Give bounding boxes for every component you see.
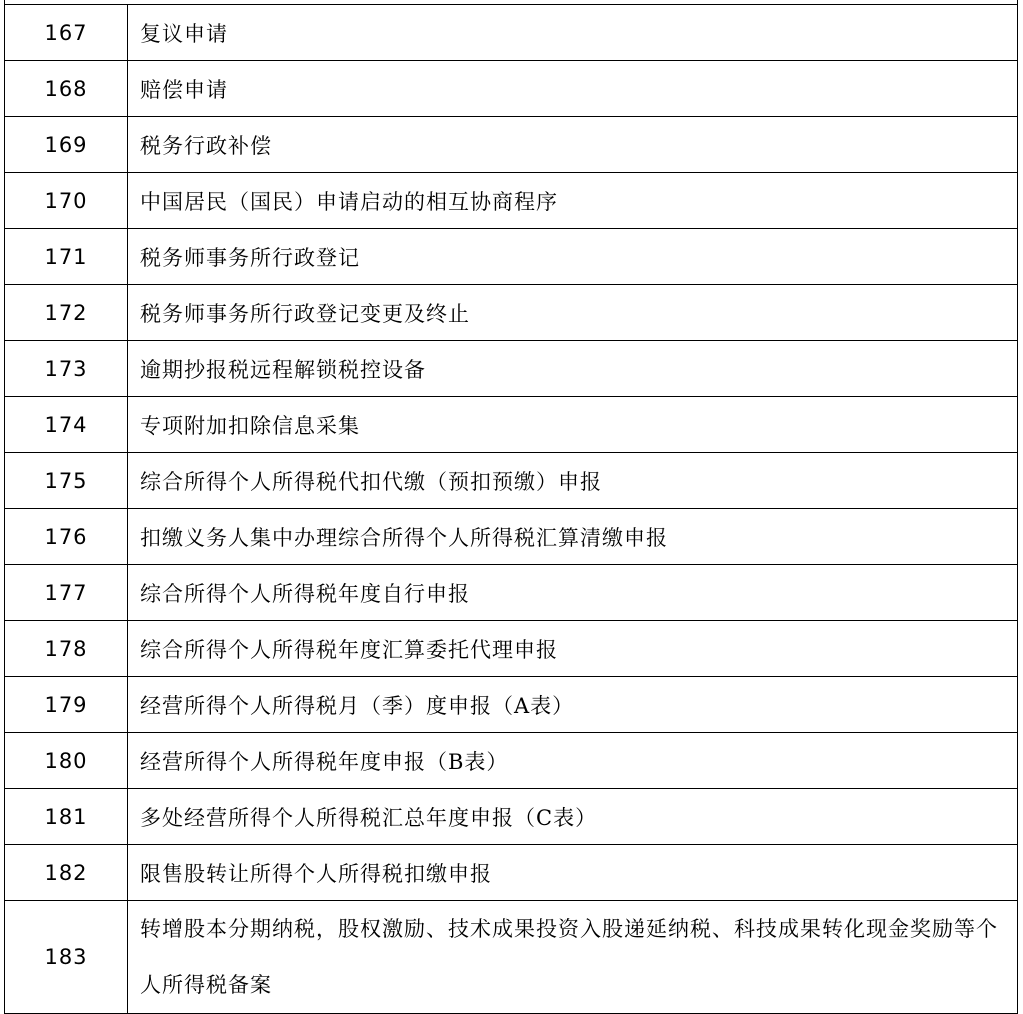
table-row bbox=[5, 5, 1018, 61]
row-number: 175 bbox=[5, 453, 128, 509]
row-number: 181 bbox=[5, 789, 128, 845]
item-name: 转增股本分期纳税，股权激励、技术成果投资入股递延纳税、科技成果转化现金奖励等个人所得税备案 bbox=[128, 901, 1018, 1014]
item-name: 经营所得个人所得税月（季）度申报（A表） bbox=[128, 677, 1018, 733]
item-name: 复议申请 bbox=[128, 5, 1018, 61]
row-number: 183 bbox=[5, 901, 128, 1014]
row-number: 169 bbox=[5, 117, 128, 173]
row-number: 177 bbox=[5, 565, 128, 621]
table-row bbox=[5, 173, 1018, 229]
service-items-table bbox=[4, 4, 1018, 1014]
row-number: 179 bbox=[5, 677, 128, 733]
row-number: 176 bbox=[5, 509, 128, 565]
row-number: 180 bbox=[5, 733, 128, 789]
item-name: 综合所得个人所得税年度汇算委托代理申报 bbox=[128, 621, 1018, 677]
table-row bbox=[5, 845, 1018, 901]
item-name: 逾期抄报税远程解锁税控设备 bbox=[128, 341, 1018, 397]
table-row bbox=[5, 677, 1018, 733]
row-number: 172 bbox=[5, 285, 128, 341]
row-number: 182 bbox=[5, 845, 128, 901]
item-name: 扣缴义务人集中办理综合所得个人所得税汇算清缴申报 bbox=[128, 509, 1018, 565]
table-row bbox=[5, 117, 1018, 173]
item-name: 中国居民（国民）申请启动的相互协商程序 bbox=[128, 173, 1018, 229]
item-name: 税务师事务所行政登记 bbox=[128, 229, 1018, 285]
row-number: 173 bbox=[5, 341, 128, 397]
table-row bbox=[5, 397, 1018, 453]
item-name: 专项附加扣除信息采集 bbox=[128, 397, 1018, 453]
item-name: 多处经营所得个人所得税汇总年度申报（C表） bbox=[128, 789, 1018, 845]
row-number: 170 bbox=[5, 173, 128, 229]
table-row bbox=[5, 61, 1018, 117]
row-number: 174 bbox=[5, 397, 128, 453]
item-name: 经营所得个人所得税年度申报（B表） bbox=[128, 733, 1018, 789]
table-row bbox=[5, 789, 1018, 845]
item-name: 综合所得个人所得税年度自行申报 bbox=[128, 565, 1018, 621]
table-row bbox=[5, 453, 1018, 509]
table-row bbox=[5, 621, 1018, 677]
table-row bbox=[5, 565, 1018, 621]
table-row bbox=[5, 285, 1018, 341]
table-row bbox=[5, 733, 1018, 789]
table-row bbox=[5, 509, 1018, 565]
item-name: 赔偿申请 bbox=[128, 61, 1018, 117]
table-row bbox=[5, 229, 1018, 285]
item-name: 税务师事务所行政登记变更及终止 bbox=[128, 285, 1018, 341]
row-number: 178 bbox=[5, 621, 128, 677]
item-name: 综合所得个人所得税代扣代缴（预扣预缴）申报 bbox=[128, 453, 1018, 509]
item-name: 税务行政补偿 bbox=[128, 117, 1018, 173]
item-name: 限售股转让所得个人所得税扣缴申报 bbox=[128, 845, 1018, 901]
table-row bbox=[5, 901, 1018, 1014]
row-number: 167 bbox=[5, 5, 128, 61]
row-number: 168 bbox=[5, 61, 128, 117]
table-row bbox=[5, 341, 1018, 397]
row-number: 171 bbox=[5, 229, 128, 285]
